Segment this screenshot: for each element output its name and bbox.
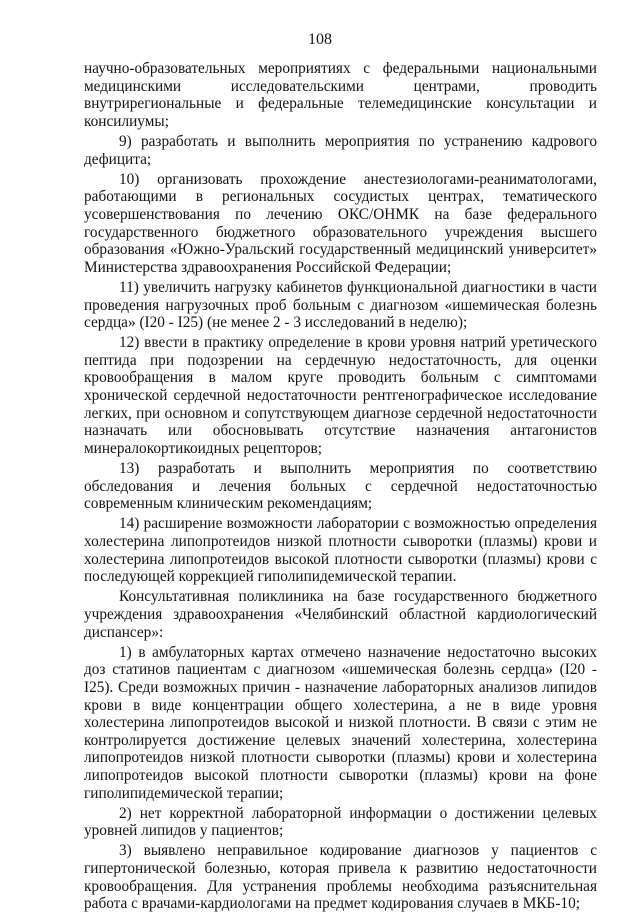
paragraph: 13) разработать и выполнить мероприятия по соответствию обследования и лечения больных с сердечной недостаточностью современным клиническим рекомендациям; — [84, 460, 597, 513]
paragraph: 1) в амбулаторных картах отмечено назначение недостаточно высоких доз статинов пациентам с диагнозом «ишемическая болезнь сердца» (I20 - I25). Среди возможных причин - назначение лабораторных анализов липидов крови в виде концентрации общего холестерина, а не в виде уровня холестерина липопротеидов высокой и низкой плотности. В связи с этим не контролируется достижение целевых значений холестерина, холестерина липопротеидов низкой плотности сыворотки (плазмы) крови и холестерина липопротеидов высокой плотности сыворотки (плазмы) крови на фоне гиполипидемической терапии; — [84, 643, 597, 802]
paragraph: 11) увеличить нагрузку кабинетов функциональной диагностики в части проведения нагрузочных проб больным с диагнозом «ишемическая болезнь сердца» (I20 - I25) (не менее 2 - 3 исследований в неделю); — [84, 278, 597, 332]
document-body — [84, 60, 597, 915]
paragraph: 9) разработать и выполнить мероприятия по устранению кадрового дефицита; — [84, 132, 597, 168]
page-number: 108 — [308, 31, 332, 48]
paragraph: 12) ввести в практику определение в крови уровня натрий уретического пептида при подозрении на сердечную недостаточность, для оценки кровообращения в малом круге проводить больным с симптомами хронической сердечной недостаточности рентгенографическое исследование легких, при основном и сопутствующем диагнозе сердечной недостаточности назначать или обосновывать отсутствие назначения антагонистов минералокортикоидных рецепторов; — [84, 334, 597, 457]
paragraph: научно-образовательных мероприятиях с федеральными национальными медицинскими исследовательскими центрами, проводить внутрирегиональные и федеральные телемедицинские консультации и консилиумы; — [84, 60, 597, 130]
paragraph: 10) организовать прохождение анестезиологами-реаниматологами, работающими в региональных сосудистых центрах, тематического усовершенствования по лечению ОКС/ОНМК на базе федерального государственного бюджетного образовательного учреждения высшего образования «Южно-Уральский государственный медицинский университет» Министерства здравоохранения Российской Федерации; — [84, 170, 597, 276]
paragraph: 2) нет корректной лабораторной информации о достижении целевых уровней липидов у пациентов; — [84, 804, 597, 840]
paragraph: Консультативная поликлиника на базе государственного бюджетного учреждения здравоохранения «Челябинский областной кардиологический диспансер»: — [84, 588, 597, 641]
paragraph: 3) выявлено неправильное кодирование диагнозов у пациентов с гипертонической болезнью, которая привела к развитию недостаточности кровообращения. Для устранения проблемы необходима разъяснительная работа с врачами-кардиологами на предмет кодирования случаев в МКБ-10; — [84, 842, 597, 913]
paragraph: 14) расширение возможности лаборатории с возможностью определения холестерина липопротеидов низкой плотности сыворотки (плазмы) крови и холестерина липопротеидов высокой плотности сыворотки (плазмы) крови с последующей коррекцией гиполипидемической терапии. — [84, 515, 597, 586]
